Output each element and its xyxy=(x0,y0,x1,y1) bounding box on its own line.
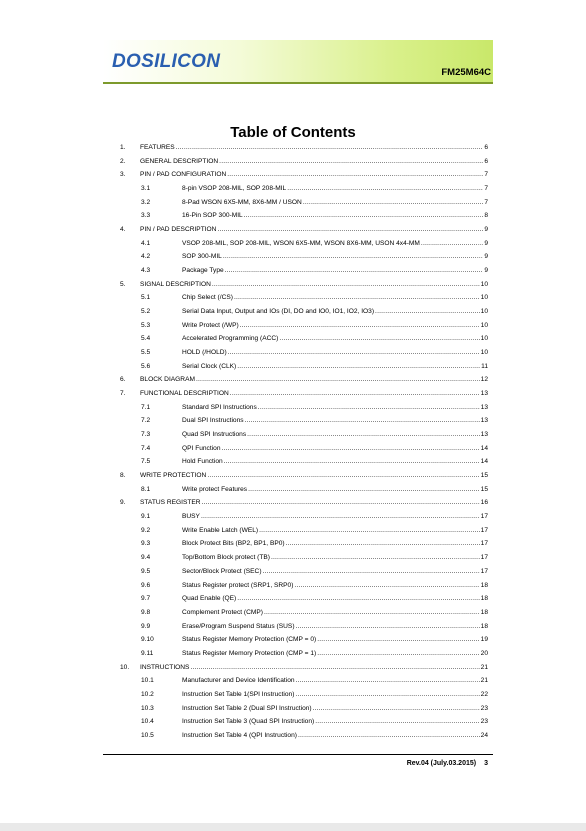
toc-entry-title: Write Enable Latch (WEL) xyxy=(182,526,259,534)
dot-leader xyxy=(224,455,480,469)
dot-leader xyxy=(234,291,480,305)
toc-entry-number: 5.6 xyxy=(141,362,151,370)
toc-entry-subsection[interactable] xyxy=(120,237,488,251)
toc-entry-subsection[interactable] xyxy=(120,537,488,551)
toc-entry-page: 14 xyxy=(480,458,488,466)
toc-entry-subsection[interactable] xyxy=(120,414,488,428)
toc-entry-number: 9.5 xyxy=(141,567,151,575)
toc-entry-title: QPI Function xyxy=(182,444,221,452)
dot-leader xyxy=(196,373,480,387)
dot-leader xyxy=(240,319,480,333)
dot-leader xyxy=(201,510,480,524)
toc-entry-number: 7.1 xyxy=(141,403,151,411)
dot-leader xyxy=(286,537,480,551)
page-footer xyxy=(407,760,488,767)
toc-entry-subsection[interactable] xyxy=(120,442,488,456)
toc-entry-title: Write Protect (/WP) xyxy=(182,321,239,329)
toc-entry-number: 10.2 xyxy=(141,690,154,698)
toc-entry-section[interactable] xyxy=(120,373,488,387)
toc-entry-number: 5.4 xyxy=(141,335,151,343)
toc-entry-subsection[interactable] xyxy=(120,305,488,319)
dot-leader xyxy=(279,332,479,346)
toc-entry-subsection[interactable] xyxy=(120,524,488,538)
toc-entry-subsection[interactable] xyxy=(120,401,488,415)
toc-entry-title: Complement Protect (CMP) xyxy=(182,608,263,616)
toc-entry-page: 13 xyxy=(480,417,488,425)
toc-entry-page: 18 xyxy=(480,608,488,616)
toc-entry-title: FUNCTIONAL DESCRIPTION xyxy=(140,390,229,398)
toc-entry-page: 18 xyxy=(480,622,488,630)
toc-entry-page: 23 xyxy=(480,718,488,726)
dot-leader xyxy=(259,524,480,538)
toc-entry-subsection[interactable] xyxy=(120,250,488,264)
toc-entry-page: 18 xyxy=(480,581,488,589)
toc-entry-title: 16-Pin SOP 300-MIL xyxy=(182,212,243,220)
dot-leader xyxy=(317,647,479,661)
toc-entry-page: 13 xyxy=(480,403,488,411)
toc-entry-subsection[interactable] xyxy=(120,592,488,606)
header-divider xyxy=(103,82,493,84)
toc-entry-subsection[interactable] xyxy=(120,729,488,743)
toc-entry-title: Dual SPI Instructions xyxy=(182,417,244,425)
toc-entry-subsection[interactable] xyxy=(120,702,488,716)
toc-entry-section[interactable] xyxy=(120,168,488,182)
dot-leader xyxy=(190,661,479,675)
toc-entry-page: 20 xyxy=(480,649,488,657)
dot-leader xyxy=(317,633,479,647)
dot-leader xyxy=(313,702,480,716)
toc-entry-title: Status Register Memory Protection (CMP = 1) xyxy=(182,649,317,657)
page-title: Table of Contents xyxy=(230,124,356,141)
dot-leader xyxy=(225,264,484,278)
toc-entry-section[interactable] xyxy=(120,469,488,483)
toc-entry-title: Quad SPI Instructions xyxy=(182,431,247,439)
dot-leader xyxy=(245,414,480,428)
toc-entry-title: 8-pin VSOP 208-MIL, SOP 208-MIL xyxy=(182,185,287,193)
toc-entry-title: Chip Select (/CS) xyxy=(182,294,233,302)
dot-leader xyxy=(421,237,483,251)
toc-entry-title: Block Protect Bits (BP2, BP1, BP0) xyxy=(182,540,285,548)
dot-leader xyxy=(303,196,484,210)
toc-entry-title: 8-Pad WSON 6X5-MM, 8X6-MM / USON xyxy=(182,198,302,206)
revision-label: Rev.04 (July.03.2015) xyxy=(406,760,477,767)
dot-leader xyxy=(264,606,480,620)
toc-entry-page: 19 xyxy=(480,636,488,644)
toc-entry-page: 8 xyxy=(484,212,488,220)
toc-entry-page: 24 xyxy=(480,731,488,739)
dot-leader xyxy=(176,141,484,155)
toc-entry-page: 6 xyxy=(484,144,488,151)
toc-entry-number: 7. xyxy=(120,390,126,398)
toc-entry-number: 10.1 xyxy=(141,677,154,685)
toc-entry-subsection[interactable] xyxy=(120,319,488,333)
toc-entry-title: Erase/Program Suspend Status (SUS) xyxy=(182,622,295,630)
toc-entry-title: VSOP 208-MIL, SOP 208-MIL, WSON 6X5-MM, WSON 8X6-MM, USON 4x4-MM xyxy=(182,239,420,247)
toc-entry-page: 21 xyxy=(480,677,488,685)
dot-leader xyxy=(248,483,480,497)
toc-entry-subsection[interactable] xyxy=(120,510,488,524)
toc-entry-title: SIGNAL DESCRIPTION xyxy=(140,280,211,288)
toc-entry-subsection[interactable] xyxy=(120,182,488,196)
toc-entry-page: 10 xyxy=(480,308,488,316)
toc-entry-subsection[interactable] xyxy=(120,620,488,634)
toc-entry-page: 21 xyxy=(480,663,488,671)
toc-entry-number: 5.2 xyxy=(141,308,151,316)
toc-entry-subsection[interactable] xyxy=(120,428,488,442)
toc-entry-number: 9.1 xyxy=(141,513,151,521)
toc-entry-subsection[interactable] xyxy=(120,688,488,702)
toc-entry-title: FEATURES xyxy=(140,144,175,151)
toc-entry-page: 10 xyxy=(480,335,488,343)
toc-entry-title: SOP 300-MIL xyxy=(182,253,222,261)
toc-entry-number: 4.2 xyxy=(141,253,151,261)
toc-entry-page: 17 xyxy=(480,567,488,575)
toc-entry-page: 17 xyxy=(480,554,488,562)
toc-entry-subsection[interactable] xyxy=(120,196,488,210)
toc-entry-number: 9.7 xyxy=(141,595,151,603)
toc-entry-title: Top/Bottom Block protect (TB) xyxy=(182,554,270,562)
toc-entry-title: Quad Enable (QE) xyxy=(182,595,237,603)
toc-entry-number: 3.2 xyxy=(141,198,151,206)
toc-entry-subsection[interactable] xyxy=(120,633,488,647)
toc-entry-number: 5.1 xyxy=(141,294,151,302)
toc-entry-number: 9.10 xyxy=(141,636,154,644)
toc-entry-number: 5.3 xyxy=(141,321,151,329)
toc-entry-page: 10 xyxy=(480,294,488,302)
toc-entry-page: 13 xyxy=(480,390,488,398)
dot-leader xyxy=(244,209,484,223)
toc-entry-page: 17 xyxy=(480,540,488,548)
toc-entry-number: 9.9 xyxy=(141,622,151,630)
page-number: 3 xyxy=(484,760,488,767)
dot-leader xyxy=(202,496,480,510)
toc-entry-title: PIN / PAD CONFIGURATION xyxy=(140,171,227,179)
toc-entry-number: 1. xyxy=(120,144,126,151)
toc-entry-page: 6 xyxy=(484,157,488,165)
toc-entry-page: 9 xyxy=(484,267,488,275)
toc-entry-section[interactable] xyxy=(120,661,488,675)
toc-entry-number: 7.4 xyxy=(141,444,151,452)
toc-entry-page: 9 xyxy=(484,226,488,234)
toc-entry-page: 9 xyxy=(484,239,488,247)
toc-entry-page: 9 xyxy=(484,253,488,261)
dot-leader xyxy=(207,469,479,483)
dot-leader xyxy=(228,346,480,360)
toc-entry-title: INSTRUCTIONS xyxy=(140,663,190,671)
toc-entry-title: Accelerated Programming (ACC) xyxy=(182,335,279,343)
toc-entry-title: GENERAL DESCRIPTION xyxy=(140,157,219,165)
toc-entry-page: 17 xyxy=(480,513,488,521)
toc-entry-number: 4.1 xyxy=(141,239,151,247)
toc-entry-subsection[interactable] xyxy=(120,483,488,497)
bottom-edge-shade xyxy=(0,823,586,831)
dot-leader xyxy=(298,729,480,743)
toc-entry-number: 5.5 xyxy=(141,349,151,357)
toc-entry-page: 10 xyxy=(480,280,488,288)
toc-entry-number: 3.3 xyxy=(141,212,151,220)
toc-entry-subsection[interactable] xyxy=(120,551,488,565)
toc-entry-number: 9.3 xyxy=(141,540,151,548)
dot-leader xyxy=(237,360,480,374)
toc-entry-page: 11 xyxy=(481,362,488,370)
toc-entry-title: HOLD (/HOLD) xyxy=(182,349,227,357)
toc-entry-subsection[interactable] xyxy=(120,715,488,729)
toc-entry-page: 7 xyxy=(484,185,488,193)
footer-divider xyxy=(103,754,493,755)
toc-entry-page: 12 xyxy=(480,376,488,384)
toc-entry-title: Serial Data Input, Output and IOs (DI, DO and IO0, IO1, IO2, IO3) xyxy=(182,308,375,316)
toc-entry-number: 9.8 xyxy=(141,608,151,616)
toc-entry-page: 7 xyxy=(484,198,488,206)
toc-entry-number: 7.5 xyxy=(141,458,151,466)
toc-entry-page: 10 xyxy=(480,321,488,329)
toc-entry-title: BLOCK DIAGRAM xyxy=(140,376,195,384)
toc-entry-title: Status Register protect (SRP1, SRP0) xyxy=(182,581,294,589)
toc-entry-title: Instruction Set Table 4 (QPI Instruction) xyxy=(182,731,297,739)
toc-entry-section[interactable] xyxy=(120,223,488,237)
toc-entry-number: 9.2 xyxy=(141,526,151,534)
dot-leader xyxy=(295,688,479,702)
dot-leader xyxy=(271,551,480,565)
toc-entry-title: WRITE PROTECTION xyxy=(140,472,207,480)
dot-leader xyxy=(247,428,480,442)
dot-leader xyxy=(223,250,484,264)
toc-entry-number: 10.3 xyxy=(141,704,154,712)
toc-entry-number: 10. xyxy=(120,663,130,671)
toc-entry-number: 3. xyxy=(120,171,126,179)
toc-entry-number: 9.11 xyxy=(141,649,154,657)
toc-entry-title: Write protect Features xyxy=(182,485,248,493)
toc-entry-title: Sector/Block Protect (SEC) xyxy=(182,567,262,575)
toc-entry-number: 6. xyxy=(120,376,126,384)
toc-entry-title: BUSY xyxy=(182,513,200,521)
toc-entry-number: 8.1 xyxy=(141,485,151,493)
toc-entry-title: Standard SPI Instructions xyxy=(182,403,257,411)
toc-entry-subsection[interactable] xyxy=(120,579,488,593)
dot-leader xyxy=(296,620,480,634)
toc-entry-section[interactable] xyxy=(120,496,488,510)
toc-entry-title: Package Type xyxy=(182,267,224,275)
toc-entry-page: 15 xyxy=(480,485,488,493)
toc-entry-page: 13 xyxy=(480,431,488,439)
dot-leader xyxy=(227,168,483,182)
toc-entry-subsection[interactable] xyxy=(120,264,488,278)
toc-entry-number: 10.5 xyxy=(141,731,154,739)
toc-entry-subsection[interactable] xyxy=(120,360,488,374)
dot-leader xyxy=(212,278,480,292)
toc-entry-page: 14 xyxy=(480,444,488,452)
toc-entry-title: Instruction Set Table 1(SPI Instruction) xyxy=(182,690,295,698)
toc-entry-page: 7 xyxy=(484,171,488,179)
toc-entry-page: 16 xyxy=(480,499,488,507)
toc-entry-section[interactable] xyxy=(120,155,488,169)
dot-leader xyxy=(294,579,479,593)
toc-entry-title: STATUS REGISTER xyxy=(140,499,201,507)
dot-leader xyxy=(315,715,479,729)
toc-entry-subsection[interactable] xyxy=(120,565,488,579)
toc-entry-page: 22 xyxy=(480,690,488,698)
toc-entry-section[interactable] xyxy=(120,278,488,292)
toc-entry-number: 10.4 xyxy=(141,718,154,726)
toc-entry-number: 3.1 xyxy=(141,185,151,193)
toc-entry-page: 23 xyxy=(480,704,488,712)
dot-leader xyxy=(230,387,480,401)
toc-entry-number: 9. xyxy=(120,499,126,507)
toc-entry-number: 2. xyxy=(120,157,126,165)
toc-entry-number: 8. xyxy=(120,472,126,480)
toc-entry-section[interactable] xyxy=(120,387,488,401)
toc-entry-title: Status Register Memory Protection (CMP = 0) xyxy=(182,636,317,644)
toc-entry-title: Serial Clock (CLK) xyxy=(182,362,237,370)
dot-leader xyxy=(296,674,480,688)
toc-entry-section[interactable] xyxy=(120,141,488,155)
part-number: FM25M64C xyxy=(441,67,491,78)
dot-leader xyxy=(258,401,480,415)
toc-entry-title: Hold Function xyxy=(182,458,223,466)
dot-leader xyxy=(287,182,483,196)
toc-entry-title: Manufacturer and Device Identification xyxy=(182,677,295,685)
toc-entry-subsection[interactable] xyxy=(120,647,488,661)
toc-entry-page: 10 xyxy=(480,349,488,357)
toc-entry-number: 7.3 xyxy=(141,431,151,439)
toc-entry-subsection[interactable] xyxy=(120,332,488,346)
toc-entry-subsection[interactable] xyxy=(120,455,488,469)
toc-entry-number: 4.3 xyxy=(141,267,151,275)
toc-entry-number: 7.2 xyxy=(141,417,151,425)
dot-leader xyxy=(221,442,479,456)
toc-entry-subsection[interactable] xyxy=(120,209,488,223)
company-logo: DOSILICON xyxy=(112,51,221,72)
toc-entry-title: Instruction Set Table 3 (Quad SPI Instruction) xyxy=(182,718,315,726)
toc-entry-subsection[interactable] xyxy=(120,346,488,360)
dot-leader xyxy=(237,592,479,606)
table-of-contents xyxy=(120,141,488,743)
toc-entry-page: 17 xyxy=(480,526,488,534)
toc-entry-page: 18 xyxy=(480,595,488,603)
dot-leader xyxy=(263,565,480,579)
toc-entry-number: 4. xyxy=(120,226,126,234)
toc-entry-subsection[interactable] xyxy=(120,674,488,688)
toc-entry-title: Instruction Set Table 2 (Dual SPI Instruction) xyxy=(182,704,312,712)
toc-entry-title: PIN / PAD DESCRIPTION xyxy=(140,226,217,234)
dot-leader xyxy=(217,223,483,237)
toc-entry-page: 15 xyxy=(480,472,488,480)
toc-entry-number: 9.6 xyxy=(141,581,151,589)
dot-leader xyxy=(219,155,483,169)
toc-entry-subsection[interactable] xyxy=(120,291,488,305)
dot-leader xyxy=(375,305,480,319)
toc-entry-number: 5. xyxy=(120,280,126,288)
toc-entry-subsection[interactable] xyxy=(120,606,488,620)
toc-entry-number: 9.4 xyxy=(141,554,151,562)
